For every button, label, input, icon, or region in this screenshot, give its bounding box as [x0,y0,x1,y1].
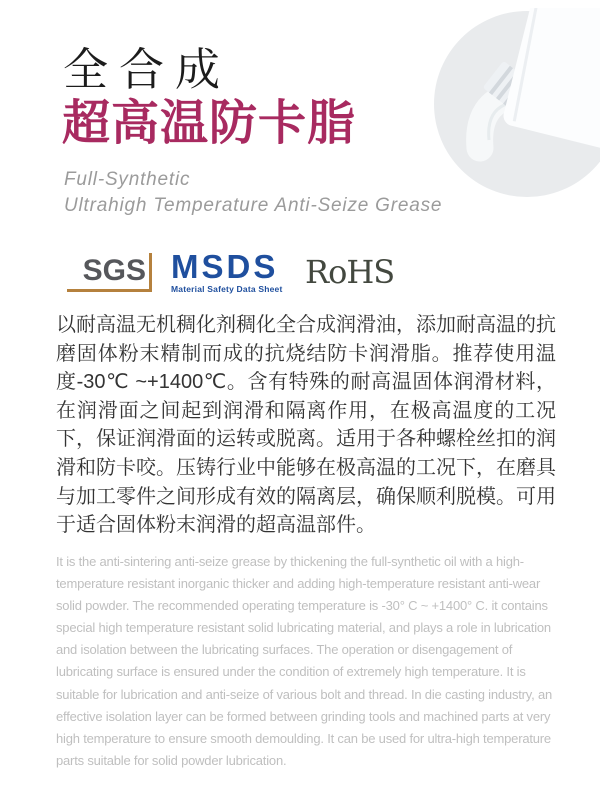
sgs-certification-logo [67,253,152,292]
product-title-cn-line1: 全合成 [63,44,232,95]
description-chinese: 以耐高温无机稠化剂稠化全合成润滑油，添加耐高温的抗磨固体粉末精制而成的抗烧结防卡润滑脂。推荐使用温度-30℃ ~+1400℃。含有特殊的耐高温固体润滑材料，在润滑面之间起到润滑和隔离作用，在极高温度的工况下，保证润滑面的运转或脱离。适用于各种螺栓丝扣的润滑和防卡咬。压铸行业中能够在极高温的工况下，在磨具与加工零件之间形成有效的隔离层，确保顺利脱模。可用于适合固体粉末润滑的超高温部件。 [56,314,556,537]
msds-logo-subtext: Material Safety Data Sheet [171,284,283,294]
rohs-certification-logo: RoHS [305,253,395,291]
msds-certification-logo [171,248,283,294]
product-photo-grease-tube [430,8,600,208]
product-subtitle-en-line1: Full-Synthetic [64,169,191,190]
product-subtitle-en-line2: Ultrahigh Temperature Anti-Seize Grease [64,195,443,216]
sgs-logo-text: SGS [82,254,146,287]
product-title-cn-line2: 超高温防卡脂 [62,97,357,150]
description-english: It is the anti-sintering anti-seize grease by thickening the full-synthetic oil with a high-temperature resistant inorganic thicker and adding high-temperature resistant anti-wear solid powder. The recommended operating temperature is -30° C ~ +1400° C. it contains special high temperature resistant solid lubricating material, and plays a role in lubrication and isolation between the lubricating surfaces. The operation or disengagement of lubricating surface is ensured under the condition of extremely high temperature. It is suitable for lubrication and anti-seize of various bolt and thread. In die casting industry, an effective isolation layer can be formed between grinding tools and machined parts at very high temperature to ensure smooth demoulding. It can be used for ultra-high temperature parts suitable for solid powder lubrication. [56,554,553,768]
msds-logo-text: MSDS [171,248,279,285]
